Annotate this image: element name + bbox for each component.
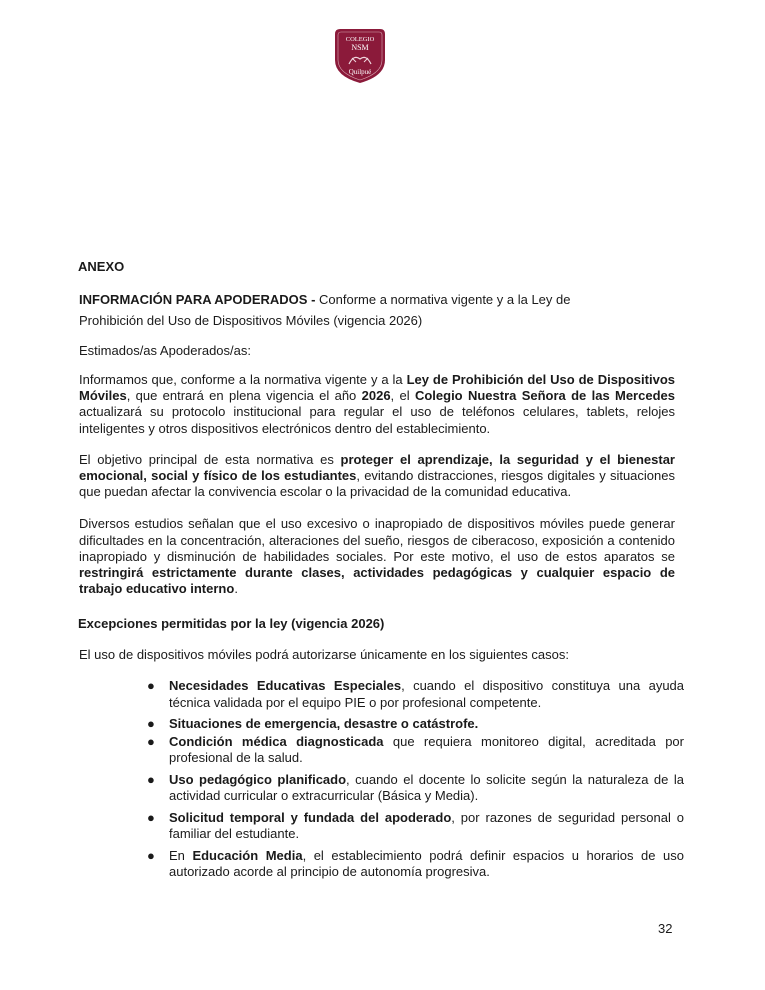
logo-text-nsm: NSM <box>351 43 369 52</box>
info-heading-bold: INFORMACIÓN PARA APODERADOS - <box>79 292 316 307</box>
list-item: ● Condición médica diagnosticada que requiera monitoreo digital, acreditada por profesional de la salud. <box>147 733 684 766</box>
paragraph-studies: Diversos estudios señalan que el uso excesivo o inapropiado de dispositivos móviles puede generar dificultades en la concentración, alteraciones del sueño, riesgos de ciberacoso, exposición a contenido inapropiado y disminución de habilidades sociales. Por este motivo, el uso de estos aparatos se restringirá estrictamente durante clases, actividades pedagógicas y cualquier espacio de trabajo educativo interno. <box>79 516 675 597</box>
paragraph-law-intro: Informamos que, conforme a la normativa vigente y a la Ley de Prohibición del Uso de Dispositivos Móviles, que entrará en plena vigencia el año 2026, el Colegio Nuestra Señora de las Mercedes actualizará su protocolo institucional para regular el uso de teléfonos celulares, tablets, relojes inteligentes y otros dispositivos electrónicos dentro del establecimiento. <box>79 372 675 436</box>
list-item: ● Uso pedagógico planificado, cuando el docente lo solicite según la naturaleza de la actividad curricular o extracurricular (Básica y Media). <box>147 771 684 804</box>
exceptions-title: Excepciones permitidas por la ley (vigencia 2026) <box>78 616 385 632</box>
exceptions-list <box>147 678 685 881</box>
list-item: ● Solicitud temporal y fundada del apoderado, por razones de seguridad personal o familiar del estudiante. <box>147 809 684 842</box>
exceptions-intro: El uso de dispositivos móviles podrá autorizarse únicamente en los siguientes casos: <box>79 647 569 663</box>
logo-text-quilpue: Quilpué <box>348 68 372 76</box>
logo-text-colegio: COLEGIO <box>345 36 375 43</box>
list-item: ● Situaciones de emergencia, desastre o catástrofe. <box>147 716 479 732</box>
list-item: ● En Educación Media, el establecimiento podrá definir espacios u horarios de uso autorizado acorde al principio de autonomía progresiva. <box>147 847 684 880</box>
info-heading-line2: Prohibición del Uso de Dispositivos Móviles (vigencia 2026) <box>79 313 423 328</box>
list-item: ● Necesidades Educativas Especiales, cuando el dispositivo constituya una ayuda técnica validada por el equipo PIE o por profesional competente. <box>147 678 685 710</box>
school-logo-shield <box>332 26 388 84</box>
greeting: Estimados/as Apoderados/as: <box>79 343 251 358</box>
document-body <box>78 259 685 886</box>
info-heading-text: Conforme a normativa vigente y a la Ley de <box>315 292 571 307</box>
page-number: 32 <box>658 921 673 936</box>
paragraph-objective: El objetivo principal de esta normativa es proteger el aprendizaje, la seguridad y el bienestar emocional, social y físico de los estudiantes, evitando distracciones, riesgos digitales y situaciones que puedan afectar la convivencia escolar o la privacidad de la comunidad educativa. <box>79 451 675 500</box>
info-heading <box>79 289 675 331</box>
annex-title: ANEXO <box>78 259 125 274</box>
